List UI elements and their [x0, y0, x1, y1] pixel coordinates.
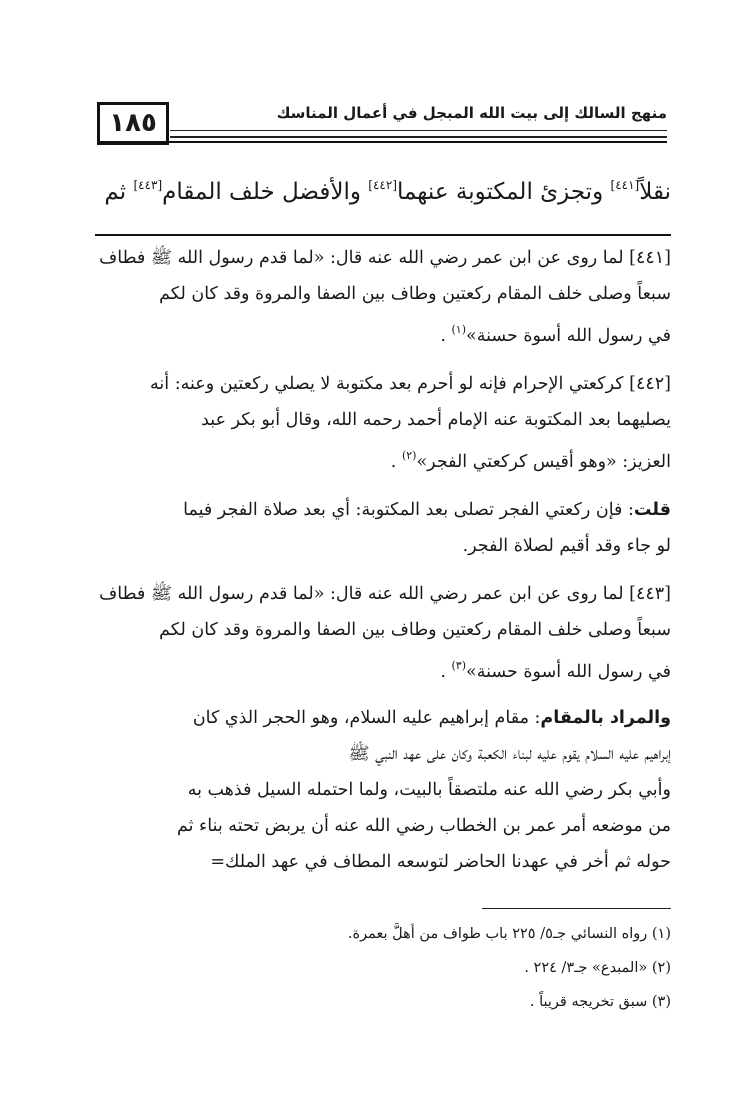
note-text: : فإن ركعتي الفجر تصلى بعد المكتوبة: أي بعد صلاة الفجر فيما [183, 500, 634, 520]
running-header-title: منهج السالك إلى بيت الله المبجل في أعمال المناسك [276, 104, 667, 122]
note-line: من موضعه أمر عمر بن الخطاب رضي الله عنه أن يربض تحته بناء ثم [176, 816, 671, 836]
qult-paragraph [89, 492, 671, 564]
note-text: في رسول الله أسوة حسنة» [466, 326, 671, 346]
footnote: (٢) «المبدع» جـ٣/ ٢٢٤ . [524, 960, 671, 976]
note-line: [٤٤٢] كركعتي الإحرام فإنه لو أحرم بعد مكتوبة لا يصلي ركعتين وعنه: أنه [150, 374, 671, 394]
note-441 [89, 240, 671, 348]
note-line [89, 438, 671, 474]
note-line [89, 700, 671, 736]
ref-marker: [٤٤٣] [133, 178, 163, 192]
note-line: لو جاء وقد أقيم لصلاة الفجر. [462, 536, 671, 556]
note-text: العزيز: «وهو أقيس كركعتي الفجر» [416, 452, 671, 472]
note-443 [89, 576, 671, 684]
ref-marker: [٤٤١] [610, 178, 640, 192]
note-text: . [440, 326, 452, 346]
footnote: (١) رواه النسائي جـ٥/ ٢٢٥ باب طواف من أهلَّ بعمرة. [347, 926, 671, 942]
note-line [89, 492, 671, 528]
note-line: [٤٤١] لما روى عن ابن عمر رضي الله عنه قال: «لما قدم رسول الله ﷺ فطاف [99, 248, 671, 268]
footnote-ref: (٣) [451, 659, 467, 672]
note-line: حوله ثم أخر في عهدنا الحاضر لتوسعه المطاف في عهد الملك= [210, 852, 671, 872]
note-line: إبراهيم عليه السلام يقوم عليه لبناء الكعبة وكان على عهد النبي ﷺ [348, 744, 671, 764]
note-line: يصليهما بعد المكتوبة عنه الإمام أحمد رحمه الله، وقال أبو بكر عبد [201, 410, 671, 430]
footnote-ref: (١) [451, 323, 467, 336]
main-text-rule [95, 234, 671, 236]
main-text-segment: والأفضل خلف المقام [162, 179, 369, 205]
note-442 [89, 366, 671, 474]
note-text: : مقام إبراهيم عليه السلام، وهو الحجر الذي كان [192, 708, 541, 728]
main-text-segment: نقلاً [639, 179, 671, 205]
ref-marker: [٤٤٢] [368, 178, 397, 192]
note-line: سبعاً وصلى خلف المقام ركعتين وطاف بين الصفا والمروة وقد كان لكم [159, 620, 671, 640]
page-number-rule [97, 141, 667, 143]
note-line: سبعاً وصلى خلف المقام ركعتين وطاف بين الصفا والمروة وقد كان لكم [159, 284, 671, 304]
maqam-label: والمراد بالمقام [540, 708, 671, 728]
footnote-rule [482, 908, 671, 909]
note-line: [٤٤٣] لما روى عن ابن عمر رضي الله عنه قال: «لما قدم رسول الله ﷺ فطاف [99, 584, 671, 604]
footnote-ref: (٢) [401, 449, 417, 462]
qult-label: قلت [633, 500, 671, 520]
note-text: . [390, 452, 402, 472]
note-line [89, 648, 671, 684]
note-text: في رسول الله أسوة حسنة» [466, 662, 671, 682]
main-text-segment: وتجزئ المكتوبة عنهما [397, 179, 611, 205]
note-text: . [440, 662, 452, 682]
maqam-paragraph [89, 700, 671, 880]
page-number: ١٨٥ [97, 102, 169, 145]
note-line: وأبي بكر رضي الله عنه ملتصقاً بالبيت، ولما احتمله السيل فذهب به [187, 780, 671, 800]
main-text-line [95, 178, 671, 205]
main-text-segment: ثم [104, 179, 134, 205]
header-rule [170, 130, 667, 138]
note-line [89, 312, 671, 348]
footnote: (٣) سبق تخريجه قريباً . [529, 994, 671, 1010]
